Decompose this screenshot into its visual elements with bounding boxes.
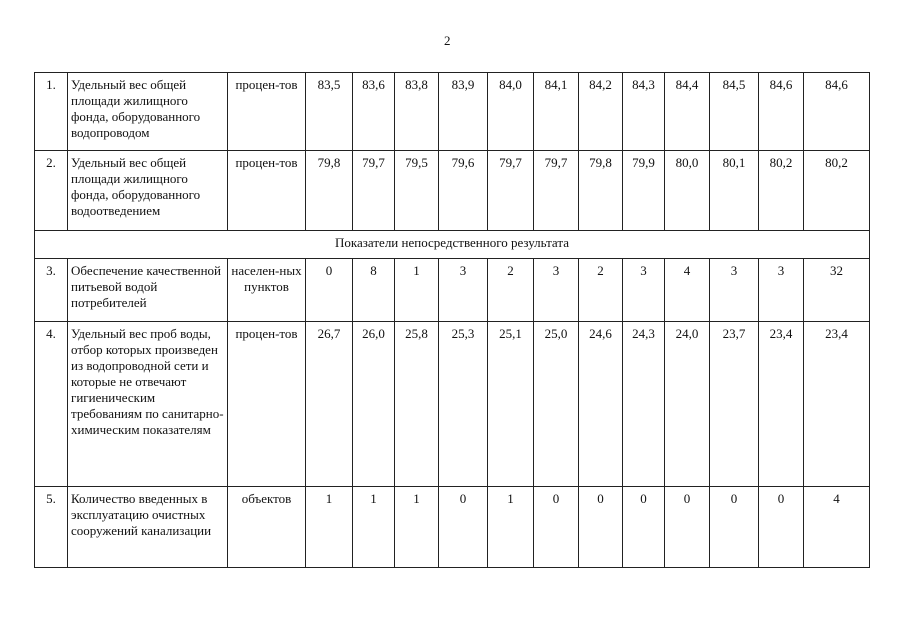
value-cell: 4 [804, 487, 870, 568]
indicator-unit: процен-тов [228, 73, 306, 151]
value-cell: 1 [353, 487, 395, 568]
value-cell: 3 [439, 259, 488, 322]
value-cell: 79,6 [439, 151, 488, 231]
value-cell: 84,6 [759, 73, 804, 151]
value-cell: 2 [488, 259, 534, 322]
value-cell: 24,0 [665, 322, 710, 487]
table-row [35, 487, 870, 568]
value-cell: 1 [488, 487, 534, 568]
value-cell: 79,9 [623, 151, 665, 231]
indicator-name: Количество введенных в эксплуатацию очистных сооружений канализации [68, 487, 228, 568]
value-cell: 26,0 [353, 322, 395, 487]
value-cell: 79,7 [534, 151, 579, 231]
value-cell: 80,0 [665, 151, 710, 231]
indicator-name: Удельный вес общей площади жилищного фонда, оборудованного водопроводом [68, 73, 228, 151]
value-cell: 83,8 [395, 73, 439, 151]
value-cell: 3 [710, 259, 759, 322]
value-cell: 0 [534, 487, 579, 568]
table-row [35, 322, 870, 487]
value-cell: 79,5 [395, 151, 439, 231]
value-cell: 8 [353, 259, 395, 322]
value-cell: 25,0 [534, 322, 579, 487]
value-cell: 3 [534, 259, 579, 322]
value-cell: 79,8 [579, 151, 623, 231]
value-cell: 3 [759, 259, 804, 322]
value-cell: 80,2 [759, 151, 804, 231]
value-cell: 0 [759, 487, 804, 568]
value-cell: 80,1 [710, 151, 759, 231]
section-title: Показатели непосредственного результата [35, 231, 870, 259]
value-cell: 84,6 [804, 73, 870, 151]
value-cell: 0 [710, 487, 759, 568]
value-cell: 24,6 [579, 322, 623, 487]
value-cell: 84,3 [623, 73, 665, 151]
value-cell: 24,3 [623, 322, 665, 487]
indicator-name: Удельный вес проб воды, отбор которых произведен из водопроводной сети и которые не отвечают гигиеническим требованиям по санитарно-химическим показателям [68, 322, 228, 487]
table-row [35, 151, 870, 231]
table-row [35, 73, 870, 151]
indicator-unit: объектов [228, 487, 306, 568]
value-cell: 84,2 [579, 73, 623, 151]
value-cell: 1 [395, 259, 439, 322]
value-cell: 26,7 [306, 322, 353, 487]
value-cell: 23,4 [759, 322, 804, 487]
value-cell: 23,7 [710, 322, 759, 487]
value-cell: 2 [579, 259, 623, 322]
indicator-name: Удельный вес общей площади жилищного фонда, оборудованного водоотведением [68, 151, 228, 231]
value-cell: 80,2 [804, 151, 870, 231]
value-cell: 0 [665, 487, 710, 568]
value-cell: 23,4 [804, 322, 870, 487]
value-cell: 84,0 [488, 73, 534, 151]
value-cell: 79,7 [353, 151, 395, 231]
table-row [35, 259, 870, 322]
value-cell: 0 [439, 487, 488, 568]
value-cell: 83,9 [439, 73, 488, 151]
value-cell: 84,5 [710, 73, 759, 151]
indicator-name: Обеспечение качественной питьевой водой потребителей [68, 259, 228, 322]
section-header-row [35, 231, 870, 259]
value-cell: 25,8 [395, 322, 439, 487]
value-cell: 32 [804, 259, 870, 322]
value-cell: 0 [579, 487, 623, 568]
row-number: 3. [35, 259, 68, 322]
value-cell: 79,8 [306, 151, 353, 231]
value-cell: 3 [623, 259, 665, 322]
value-cell: 4 [665, 259, 710, 322]
indicator-unit: процен-тов [228, 322, 306, 487]
value-cell: 83,6 [353, 73, 395, 151]
value-cell: 0 [306, 259, 353, 322]
value-cell: 0 [623, 487, 665, 568]
value-cell: 84,4 [665, 73, 710, 151]
value-cell: 1 [306, 487, 353, 568]
value-cell: 83,5 [306, 73, 353, 151]
value-cell: 25,1 [488, 322, 534, 487]
value-cell: 1 [395, 487, 439, 568]
value-cell: 25,3 [439, 322, 488, 487]
value-cell: 79,7 [488, 151, 534, 231]
page-number: 2 [444, 33, 451, 48]
row-number: 4. [35, 322, 68, 487]
indicator-unit: процен-тов [228, 151, 306, 231]
row-number: 5. [35, 487, 68, 568]
indicator-unit: населен-ных пунктов [228, 259, 306, 322]
row-number: 1. [35, 73, 68, 151]
value-cell: 84,1 [534, 73, 579, 151]
row-number: 2. [35, 151, 68, 231]
indicators-table [34, 72, 870, 568]
